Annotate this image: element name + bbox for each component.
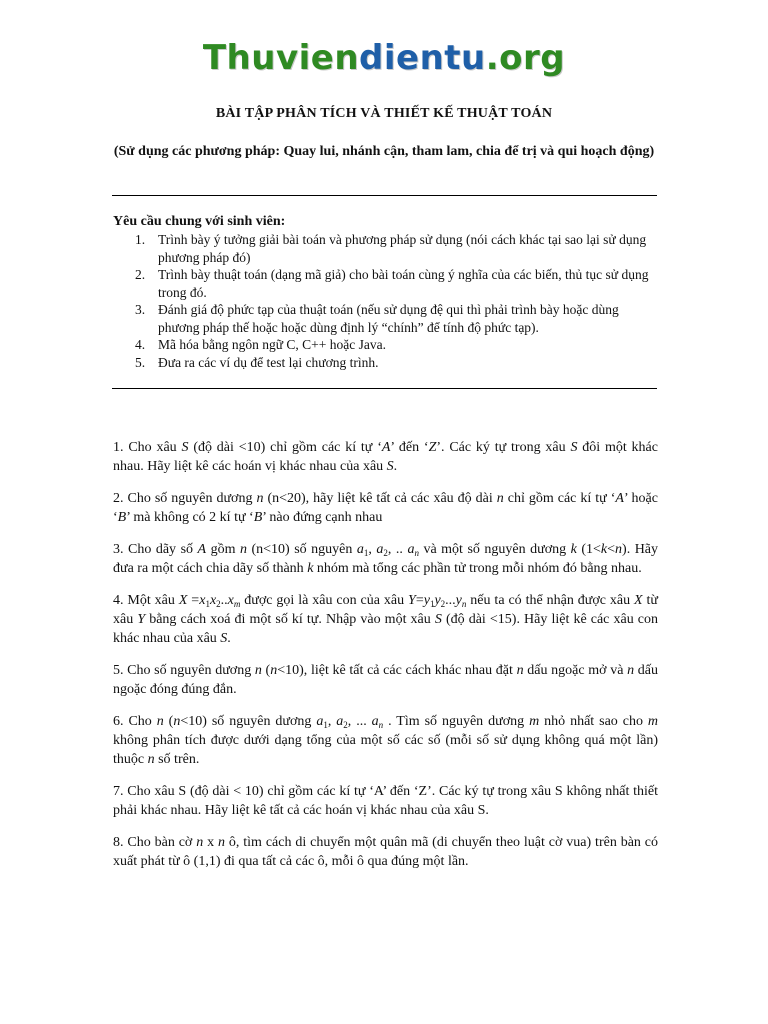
problem-5: 5. Cho số nguyên dương n (n<10), liệt kê tất cả các cách khác nhau đặt n dấu ngoặc mở và n dấu ngoặc đóng đúng đắn. bbox=[113, 663, 658, 697]
requirement-number: 3. bbox=[135, 302, 146, 317]
logo-part-3: .org bbox=[485, 38, 566, 78]
divider-bottom bbox=[112, 388, 657, 389]
problem-2: 2. Cho số nguyên dương n (n<20), hãy liệt kê tất cả các xâu độ dài n chỉ gồm các kí tự ‘A’ hoặc ‘B’ mà không có 2 kí tự ‘B’ nào đứng cạnh nhau bbox=[113, 491, 658, 525]
site-logo bbox=[0, 38, 768, 78]
problem-8: 8. Cho bàn cờ n x n ô, tìm cách di chuyển một quân mã (di chuyển theo luật cờ vua) trên bàn có xuất phát từ ô (1,1) đi qua tất cả các ô, mỗi ô qua đúng một lần. bbox=[113, 835, 659, 869]
document-subtitle: (Sử dụng các phương pháp: Quay lui, nhánh cận, tham lam, chia để trị và qui hoạch động) bbox=[113, 144, 655, 159]
problem-4: 4. Một xâu $X =x_1x_2..x_m$ được gọi là xâu con của xâu $Y=y_1y_2...y_n$ nếu ta có thể nhận được xâu X từ xâu Y bằng cách xoá đi một số kí tự. Nhập vào một xâu S (độ dài <15). Hãy liệt kê các xâu con khác nhau của xâu S. bbox=[113, 593, 658, 646]
requirement-text: Mã hóa bằng ngôn ngữ C, C++ hoặc Java. bbox=[158, 337, 387, 352]
requirement-item bbox=[113, 231, 661, 266]
logo-part-2: dientu bbox=[359, 38, 486, 78]
requirements-heading: Yêu cầu chung với sinh viên: bbox=[113, 214, 286, 229]
requirement-item bbox=[113, 301, 661, 336]
problem-7: 7. Cho xâu S (độ dài < 10) chỉ gồm các kí tự ‘A’ đến ‘Z’. Các ký tự trong xâu S không nhất thiết phải khác nhau. Hãy liệt kê tất cả các hoán vị khác nhau của xâu S. bbox=[113, 784, 658, 818]
problem-1: 1. Cho xâu S (độ dài <10) chỉ gồm các kí tự ‘A’ đến ‘Z’. Các ký tự trong xâu S đôi một khác nhau. Hãy liệt kê các hoán vị khác nhau của xâu S. bbox=[113, 440, 658, 474]
problem-list bbox=[113, 438, 658, 884]
requirement-text: Đánh giá độ phức tạp của thuật toán (nếu sử dụng đệ qui thì phải trình bày hoặc dùng phương pháp thế hoặc hoặc dùng định lý “chính” để tính độ phức tạp). bbox=[158, 302, 619, 335]
logo-part-1: Thuvien bbox=[202, 38, 360, 78]
requirement-item bbox=[113, 354, 661, 372]
requirement-number: 2. bbox=[135, 267, 146, 282]
requirement-text: Trình bày thuật toán (dạng mã giả) cho bài toán cùng ý nghĩa của các biến, thủ tục sử dụng trong đó. bbox=[158, 267, 649, 300]
requirement-text: Trình bày ý tưởng giải bài toán và phương pháp sử dụng (nói cách khác tại sao lại sử dụng phương pháp đó) bbox=[158, 232, 647, 265]
document-title: BÀI TẬP PHÂN TÍCH VÀ THIẾT KẾ THUẬT TOÁN bbox=[215, 106, 553, 121]
requirement-item bbox=[113, 266, 661, 301]
requirement-number: 4. bbox=[135, 337, 146, 352]
requirement-number: 5. bbox=[135, 354, 146, 370]
divider-top bbox=[112, 195, 657, 196]
problem-3: 3. Cho dãy số A gồm n (n<10) số nguyên $a_1$, $a_2$, .. $a_n$ và một số nguyên dương k (1<k<n). Hãy đưa ra một cách chia dãy số thành k nhóm mà tổng các phần tử trong mỗi nhóm đó bằng nhau. bbox=[113, 542, 659, 576]
problem-6: 6. Cho n (n<10) số nguyên dương $a_1$, $a_2$, ... $a_n$ . Tìm số nguyên dương m nhỏ nhất sao cho m không phân tích được dưới dạng tổng của một số các số (mỗi số sử dụng không quá một lần) thuộc n số trên. bbox=[113, 714, 659, 767]
requirement-text: Đưa ra các ví dụ để test lại chương trình. bbox=[158, 354, 379, 370]
requirement-item bbox=[113, 336, 661, 354]
requirements-list bbox=[113, 231, 661, 371]
requirement-number: 1. bbox=[135, 232, 146, 247]
